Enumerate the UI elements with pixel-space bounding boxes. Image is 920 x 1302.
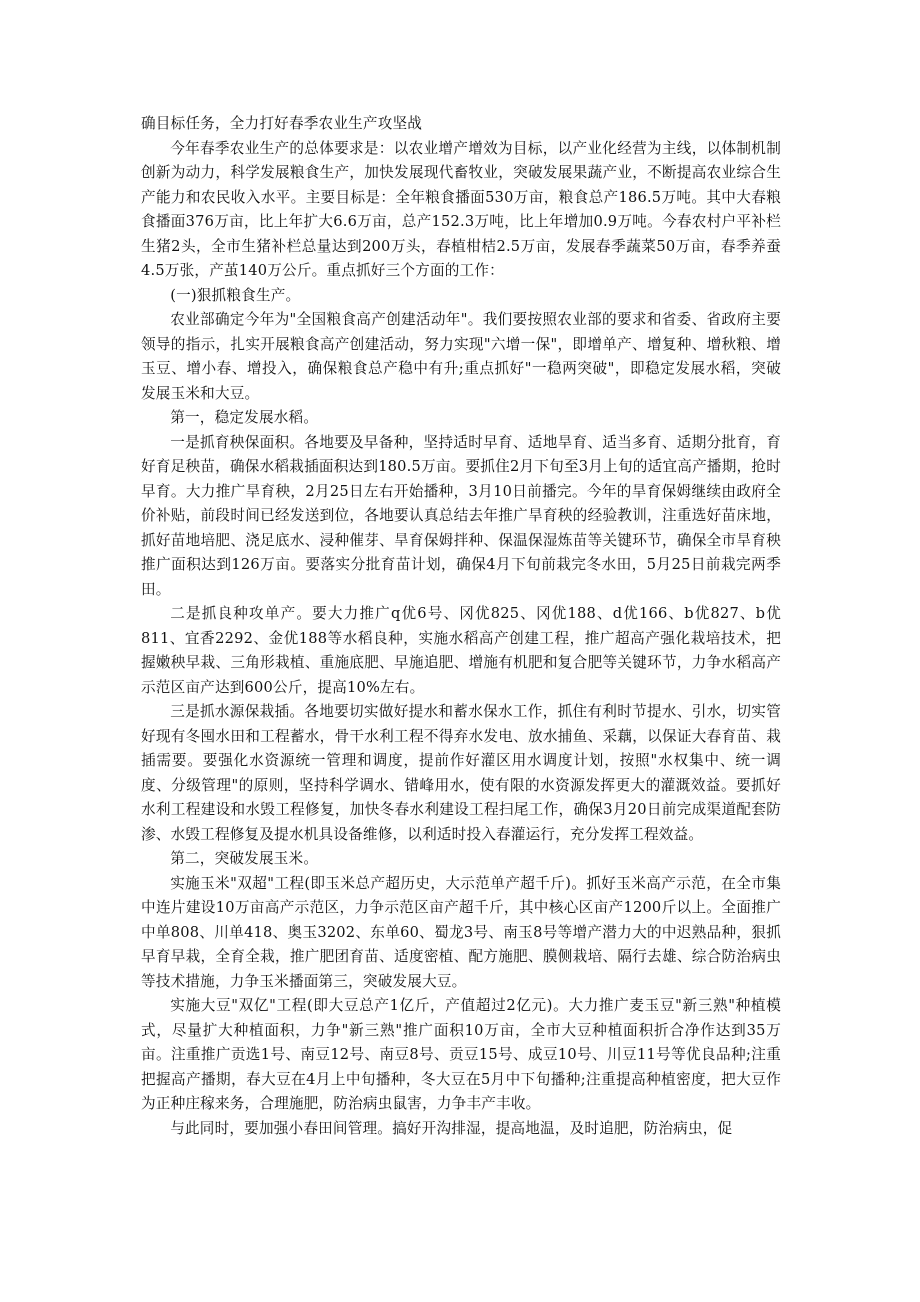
paragraph-water: 三是抓水源保栽插。各地要切实做好提水和蓄水保水工作，抓住有利时节提水、引水，切实管好现有冬囤水田和工程蓄水，骨干水利工程不得弃水发电、放水捕鱼、采藕，以保证大春育苗、栽插需要。要强化水资源统一管理和调度，提前作好灌区用水调度计划，按照"水权集中、统一调度、分级管理"的原则，坚持科学调水、错峰用水，使有限的水资源发挥更大的灌溉效益。要抓好水利工程建设和水毁工程修复，加快冬春水利建设工程扫尾工作，确保3月20日前完成渠道配套防渗、水毁工程修复及提水机具设备维修，以利适时投入春灌运行，充分发挥工程效益。 xyxy=(141,703,781,843)
paragraph-soybean: 实施大豆"双亿"工程(即大豆总产1亿斤，产值超过2亿元)。大力推广麦玉豆"新三熟"种植模式，尽量扩大种植面积，力争"新三熟"推广面积10万亩，全市大豆种植面积折合净作达到35万亩。注重推广贡选1号、南豆12号、南豆8号、贡豆15号、成豆10号、川豆11号等优良品种;注重把握高产播期，春大豆在4月上中旬播种，冬大豆在5月中下旬播种;注重提高种植密度，把大豆作为正种庄稼来务，合理施肥，防治病虫鼠害，力争丰产丰收。 xyxy=(141,997,781,1112)
subheading-grain-production: (一)狠抓粮食生产。 xyxy=(170,286,301,304)
paragraph-general-requirements: 今年春季农业生产的总体要求是：以农业增产增效为目标，以产业化经营为主线，以体制机制创新为动力，科学发展粮食生产，加快发展现代畜牧业，突破发展果蔬产业，不断提高农业综合生产能力和农民收入水平。主要目标是：全年粮食播面530万亩，粮食总产186.5万吨。其中大春粮食播面376万亩，比上年扩大6.6万亩，总产152.3万吨，比上年增加0.9万吨。今春农村户平补栏生猪2头，全市生猪补栏总量达到200万头，春植柑桔2.5万亩，发展春季蔬菜50万亩，春季养蚕4.5万张，产茧140万公斤。重点抓好三个方面的工作： xyxy=(141,139,781,279)
document-page xyxy=(141,112,781,1141)
subheading-corn: 第二，突破发展玉米。 xyxy=(170,850,319,867)
paragraph-high-yield-campaign: 农业部确定今年为"全国粮食高产创建活动年"。我们要按照农业部的要求和省委、省政府主要领导的指示，扎实开展粮食高产创建活动，努力实现"六增一保"，即增单产、增复种、增秋粮、增玉豆、增小春、增投入，确保粮食总产稳中有升;重点抓好"一稳两突破"，即稳定发展水稻，突破发展玉米和大豆。 xyxy=(141,311,781,402)
paragraph-varieties: 二是抓良种攻单产。要大力推广q优6号、冈优825、冈优188、d优166、b优827、b优811、宜香2292、金优188等水稻良种，实施水稻高产创建工程，推广超高产强化栽培技术，把握嫩秧早栽、三角形栽植、重施底肥、早施追肥、增施有机肥和复合肥等关键环节，力争水稻高产示范区亩产达到600公斤，提高10%左右。 xyxy=(141,605,781,696)
section-heading-fragment: 确目标任务，全力打好春季农业生产攻坚战 xyxy=(141,115,423,132)
paragraph-seedlings: 一是抓育秧保面积。各地要及早备种，坚持适时早育、适地旱育、适当多育、适期分批育，育好育足秧苗，确保水稻栽插面积达到180.5万亩。要抓住2月下旬至3月上旬的适宜高产播期，抢时早育。大力推广旱育秧，2月25日左右开始播种，3月10日前播完。今年的旱育保姆继续由政府全价补贴，前段时间已经发送到位，各地要认真总结去年推广旱育秧的经验教训，注重选好苗床地，抓好苗地培肥、浇足底水、浸种催芽、旱育保姆拌种、保温保湿炼苗等关键环节，确保全市旱育秧推广面积达到126万亩。要落实分批育苗计划，确保4月下旬前栽完冬水田，5月25日前栽完两季田。 xyxy=(141,433,781,598)
subheading-rice: 第一，稳定发展水稻。 xyxy=(170,409,319,426)
paragraph-spring-field-management: 与此同时，要加强小春田间管理。搞好开沟排湿，提高地温，及时追肥，防治病虫，促 xyxy=(170,1119,733,1137)
paragraph-corn: 实施玉米"双超"工程(即玉米总产超历史，大示范单产超千斤)。抓好玉米高产示范，在全市集中连片建设10万亩高产示范区，力争示范区亩产超千斤，其中核心区亩产1200斤以上。全面推广中单808、川单418、奥玉3202、东单60、蜀龙3号、南玉8号等增产潜力大的中迟熟品种，狠抓早育早栽，全育全栽，推广肥团育苗、适度密植、配方施肥、膜侧栽培、隔行去雄、综合防治病虫等技术措施，力争玉米播面第三，突破发展大豆。 xyxy=(141,874,781,990)
